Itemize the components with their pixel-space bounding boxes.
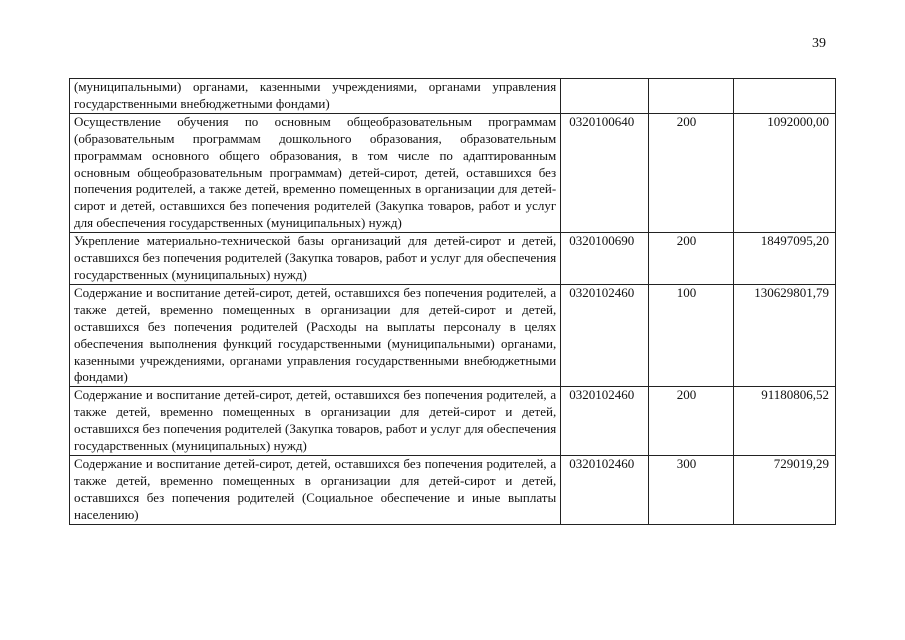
row-sum-cell: 1092000,00 bbox=[734, 113, 836, 232]
row-sum-cell: 729019,29 bbox=[734, 455, 836, 524]
row-csr-cell: 0320102460 bbox=[561, 284, 649, 386]
row-sum-cell: 18497095,20 bbox=[734, 233, 836, 285]
row-sum-cell: 91180806,52 bbox=[734, 387, 836, 456]
row-csr-cell: 0320102460 bbox=[561, 387, 649, 456]
table-row bbox=[70, 113, 836, 232]
row-csr-cell: 0320100640 bbox=[561, 113, 649, 232]
row-name-cell: Укрепление материально-технической базы организаций для детей-сирот и детей, оставшихся без попечения родителей (Закупка товаров, работ и услуг для обеспечения государственных (муниципальных) нужд) bbox=[70, 233, 561, 285]
row-vr-cell: 200 bbox=[648, 113, 734, 232]
table-row bbox=[70, 387, 836, 456]
row-vr-cell bbox=[648, 79, 734, 114]
row-csr-cell: 0320102460 bbox=[561, 455, 649, 524]
table-row bbox=[70, 455, 836, 524]
row-vr-cell: 200 bbox=[648, 233, 734, 285]
row-vr-cell: 300 bbox=[648, 455, 734, 524]
row-name-cell: Осуществление обучения по основным общеобразовательным программам (образовательным программам дошкольного образования, образовательным программам основного общего образования, в том числе по адаптированным основным общеобразовательным программам) детей-сирот, детей, оставшихся без попечения родителей, а также детей, временно помещенных в организации для детей-сирот и детей, оставшихся без попечения родителей (Закупка товаров, работ и услуг для обеспечения государственных (муниципальных) нужд) bbox=[70, 113, 561, 232]
table-row bbox=[70, 233, 836, 285]
table-row bbox=[70, 284, 836, 386]
table-row bbox=[70, 79, 836, 114]
row-vr-cell: 200 bbox=[648, 387, 734, 456]
row-sum-cell: 130629801,79 bbox=[734, 284, 836, 386]
row-name-cell: Содержание и воспитание детей-сирот, детей, оставшихся без попечения родителей, а также детей, временно помещенных в организации для детей-сирот и детей, оставшихся без попечения родителей (Социальное обеспечение и иные выплаты населению) bbox=[70, 455, 561, 524]
budget-table bbox=[69, 78, 836, 525]
row-name-cell: Содержание и воспитание детей-сирот, детей, оставшихся без попечения родителей, а также детей, временно помещенных в организации для детей-сирот и детей, оставшихся без попечения родителей (Расходы на выплаты персоналу в целях обеспечения выполнения функций государственными (муниципальными) органами, казенными учреждениями, органами управления государственными внебюджетными фондами) bbox=[70, 284, 561, 386]
row-vr-cell: 100 bbox=[648, 284, 734, 386]
row-name-cell: Содержание и воспитание детей-сирот, детей, оставшихся без попечения родителей, а также детей, временно помещенных в организации для детей-сирот и детей, оставшихся без попечения родителей (Закупка товаров, работ и услуг для обеспечения государственных (муниципальных) нужд) bbox=[70, 387, 561, 456]
row-csr-cell: 0320100690 bbox=[561, 233, 649, 285]
row-name-cell: (муниципальными) органами, казенными учреждениями, органами управления государственными внебюджетными фондами) bbox=[70, 79, 561, 114]
row-sum-cell bbox=[734, 79, 836, 114]
row-csr-cell bbox=[561, 79, 649, 114]
page-number: 39 bbox=[812, 36, 826, 51]
